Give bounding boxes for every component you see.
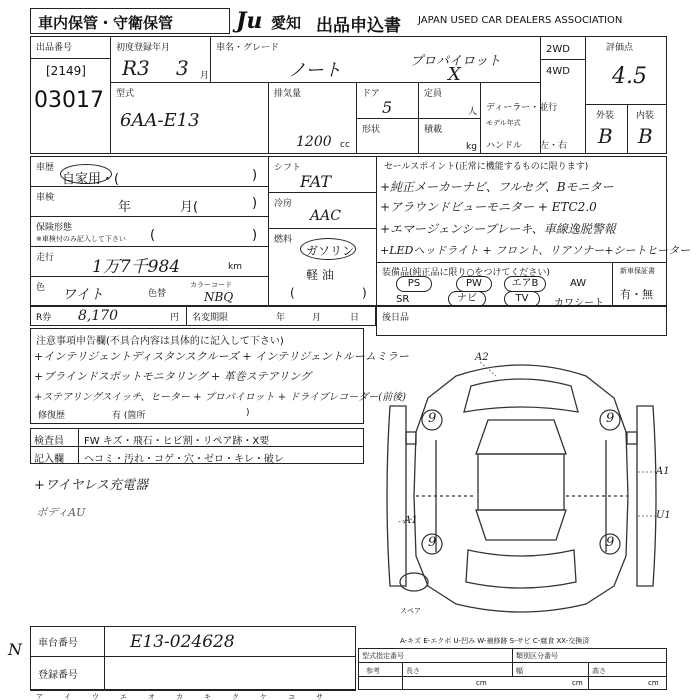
equip-sr: SR	[396, 294, 410, 305]
color-code-label: カラーコード	[190, 281, 232, 289]
storage-label: 車内保管・守衛保管	[38, 14, 174, 32]
rating-label: 評価点	[606, 43, 634, 53]
note-3: +ステアリングスイッチ、ヒーター + プロパイロット + ドライブレコーダー(前後)	[34, 392, 407, 403]
tire-mark-rr: 9	[606, 535, 615, 550]
repair-label: 修復歴	[38, 411, 66, 421]
color-code: NBQ	[204, 290, 234, 304]
chassis-label: 車台番号	[38, 638, 78, 649]
equip-ps: PS	[396, 276, 432, 292]
fuel-open: (	[290, 286, 295, 300]
diagram-mark-a2: A2	[475, 352, 489, 363]
mileage-unit: km	[228, 262, 242, 272]
classification-label: 類別区分番号	[516, 652, 558, 660]
aircon-label: 冷房	[274, 199, 293, 209]
insurance-note: ※車検付のみ記入して下さい	[36, 235, 126, 243]
handle-options: 左・右	[540, 141, 568, 151]
extra-line-2: ボディAU	[36, 506, 86, 519]
spare-label: スペア	[400, 607, 421, 615]
note-2: +ブラインドスポットモニタリング + 革巻ステアリング	[34, 370, 311, 383]
equip-airbag: エアB	[504, 276, 546, 292]
footer-letter: ア	[36, 693, 43, 700]
tire-mark-fr: 9	[606, 411, 615, 426]
capacity-unit: 人	[468, 107, 478, 117]
aircon-value: AAC	[310, 208, 341, 224]
inspection-year: 年	[118, 200, 132, 215]
brand-name: 愛知	[271, 14, 302, 32]
tire-mark-fl: 9	[428, 411, 437, 426]
car-grade: X	[448, 64, 461, 85]
note-1: +インテリジェントディスタンスクルーズ + インテリジェントルームミラー	[34, 350, 409, 363]
diagram-mark-a1-left: A1	[404, 515, 418, 526]
inspector-label: 検査員	[34, 436, 64, 447]
meigi-label: 名変期限	[192, 313, 229, 323]
doors-label: ドア	[362, 89, 380, 99]
type-designation-label: 型式指定番号	[362, 652, 404, 660]
tire-mark-rl: 9	[428, 535, 437, 550]
later-frame	[376, 306, 667, 336]
fuel-diesel: 軽 油	[306, 268, 334, 282]
footer-letter: ケ	[260, 693, 267, 700]
displacement-unit: cc	[340, 140, 350, 150]
later-label: 後日品	[382, 313, 410, 323]
handle-label: ハンドル	[486, 141, 523, 151]
footer-letter: オ	[148, 693, 155, 700]
first-reg-era: R3	[122, 56, 150, 80]
sales-point-1: +純正メーカーナビ、フルセグ、Bモニター	[380, 180, 614, 194]
equip-tv: TV	[504, 291, 540, 307]
insurance-label: 保険形態	[36, 223, 73, 233]
fuel-gas-circle	[300, 238, 356, 260]
r-price-value: 8,170	[78, 308, 119, 324]
sales-point-2: +アラウンドビューモニター + ETC2.0	[380, 200, 597, 214]
drive-2wd: 2WD	[546, 44, 570, 55]
notes-label: 注意事項申告欄(不具合内容は具体的に記入して下さい)	[36, 336, 284, 347]
shift-label: シフト	[274, 163, 302, 173]
capacity-label: 定員	[424, 89, 443, 99]
history-circle	[60, 164, 112, 184]
color-change-label: 色替	[148, 289, 167, 299]
load-unit: kg	[466, 142, 477, 152]
mileage-label: 走行	[36, 253, 55, 263]
repair-value: 有 (箇所	[112, 411, 146, 421]
equip-pw: PW	[456, 276, 492, 292]
load-label: 積載	[424, 125, 443, 135]
interior-grade: B	[638, 124, 653, 148]
inspection-label: 車検	[36, 193, 55, 203]
equip-leather: カワシート	[554, 298, 604, 309]
fuel-gas: ガソリン	[306, 244, 355, 258]
history-value: 自家用・(	[62, 172, 120, 187]
marker-label: 記入欄	[34, 454, 64, 465]
interior-label: 内装	[636, 111, 655, 121]
r-price-unit: 円	[170, 313, 180, 323]
meigi-month: 月	[312, 313, 322, 323]
damage-legend: A-キズ E-エクボ U-凹み W-補修跡 S-サビ C-腐食 XX-交換済	[400, 637, 590, 645]
diagram-mark-a1-right: A1	[656, 466, 670, 477]
equipment-label: 装備品(純正品に限り○をつけてください)	[382, 268, 550, 278]
rating-score: 4.5	[612, 64, 647, 89]
width-unit: cm	[572, 679, 583, 687]
registration-label: 登録番号	[38, 670, 78, 681]
extra-line-1: +ワイヤレス充電器	[34, 478, 148, 493]
footer-letter: エ	[120, 693, 127, 700]
footer-letter: キ	[204, 693, 211, 700]
equip-navi: ナビ	[448, 291, 486, 307]
lot-bracket: [2149]	[46, 64, 86, 78]
color-value: ワイト	[62, 287, 104, 303]
footer-letter: イ	[64, 693, 71, 700]
model-label: 型式	[116, 89, 135, 99]
mileage-value: 1万7千984	[92, 257, 181, 277]
footer-row	[30, 690, 356, 700]
history-label: 車歴	[36, 163, 55, 173]
fuel-close: )	[362, 286, 367, 300]
margin-mark: N	[8, 640, 22, 659]
height-label: 高さ	[592, 667, 606, 675]
lot-number: 03017	[34, 88, 104, 113]
sales-point-3: +エマージェンシーブレーキ、車線逸脱警報	[380, 222, 616, 236]
marker-codes: ヘコミ・汚れ・コゲ・穴・ゼロ・キレ・破レ	[84, 454, 284, 465]
footer-letter: サ	[316, 693, 323, 700]
inspection-close: )	[252, 196, 258, 211]
car-body-diagram	[376, 336, 667, 636]
repair-close: )	[246, 408, 250, 418]
inspector-codes: FW キズ・飛石・ヒビ割・リペア跡・X要	[84, 436, 270, 447]
r-price-label: R券	[36, 313, 52, 323]
length-label: 長さ	[406, 667, 420, 675]
displacement-label: 排気量	[274, 89, 302, 99]
color-label: 色	[36, 283, 46, 293]
association-name: JAPAN USED CAR DEALERS ASSOCIATION	[418, 15, 623, 26]
fuel-label: 燃料	[274, 235, 293, 245]
meigi-day: 日	[350, 313, 360, 323]
dealer-label: ディーラー・並行	[486, 103, 558, 113]
length-unit: cm	[476, 679, 487, 687]
exterior-grade: B	[598, 124, 613, 148]
width-label: 幅	[516, 667, 523, 675]
first-reg-month: 3	[176, 56, 189, 80]
diagram-mark-u1: U1	[656, 510, 671, 521]
doc-title: 出品申込書	[316, 16, 401, 36]
exterior-label: 外装	[596, 111, 615, 121]
new-warranty-label: 新車保証書	[620, 267, 655, 275]
lot-label: 出品番号	[36, 43, 73, 53]
footer-letter: カ	[176, 693, 183, 700]
shift-value: FAT	[300, 172, 332, 191]
height-unit: cm	[648, 679, 659, 687]
chassis-number: E13-024628	[130, 632, 235, 652]
insurance-open: (	[150, 228, 156, 243]
meigi-year: 年	[276, 313, 286, 323]
sales-point-4: +LEDヘッドライト + フロント、リアソナー+シートヒーター	[380, 244, 691, 257]
drive-4wd: 4WD	[546, 66, 570, 77]
equip-aw: AW	[570, 278, 587, 289]
first-reg-label: 初度登録年月	[116, 43, 171, 53]
model-value: 6AA-E13	[120, 110, 200, 131]
shape-label: 形状	[362, 125, 381, 135]
sanko-label: 参考	[366, 667, 380, 675]
car-grade-note: プロパイロット	[410, 54, 501, 69]
car-name: ノート	[288, 60, 342, 81]
doors-value: 5	[382, 98, 393, 117]
car-name-label: 車名・グレード	[216, 43, 280, 53]
ju-logo: Ju	[236, 8, 263, 34]
history-close: )	[252, 168, 258, 183]
inspection-month: 月(	[180, 200, 199, 215]
first-reg-month-unit: 月	[200, 71, 210, 81]
insurance-close: )	[252, 228, 258, 243]
sales-points-label: セールスポイント(正常に機能するものに限ります)	[384, 162, 589, 172]
footer-letter: コ	[288, 693, 295, 700]
footer-letter: ク	[232, 693, 239, 700]
model-year-label: モデル年式	[486, 119, 521, 127]
footer-letter: ウ	[92, 693, 99, 700]
new-warranty-value: 有・無	[620, 288, 653, 301]
displacement-value: 1200	[296, 134, 332, 150]
